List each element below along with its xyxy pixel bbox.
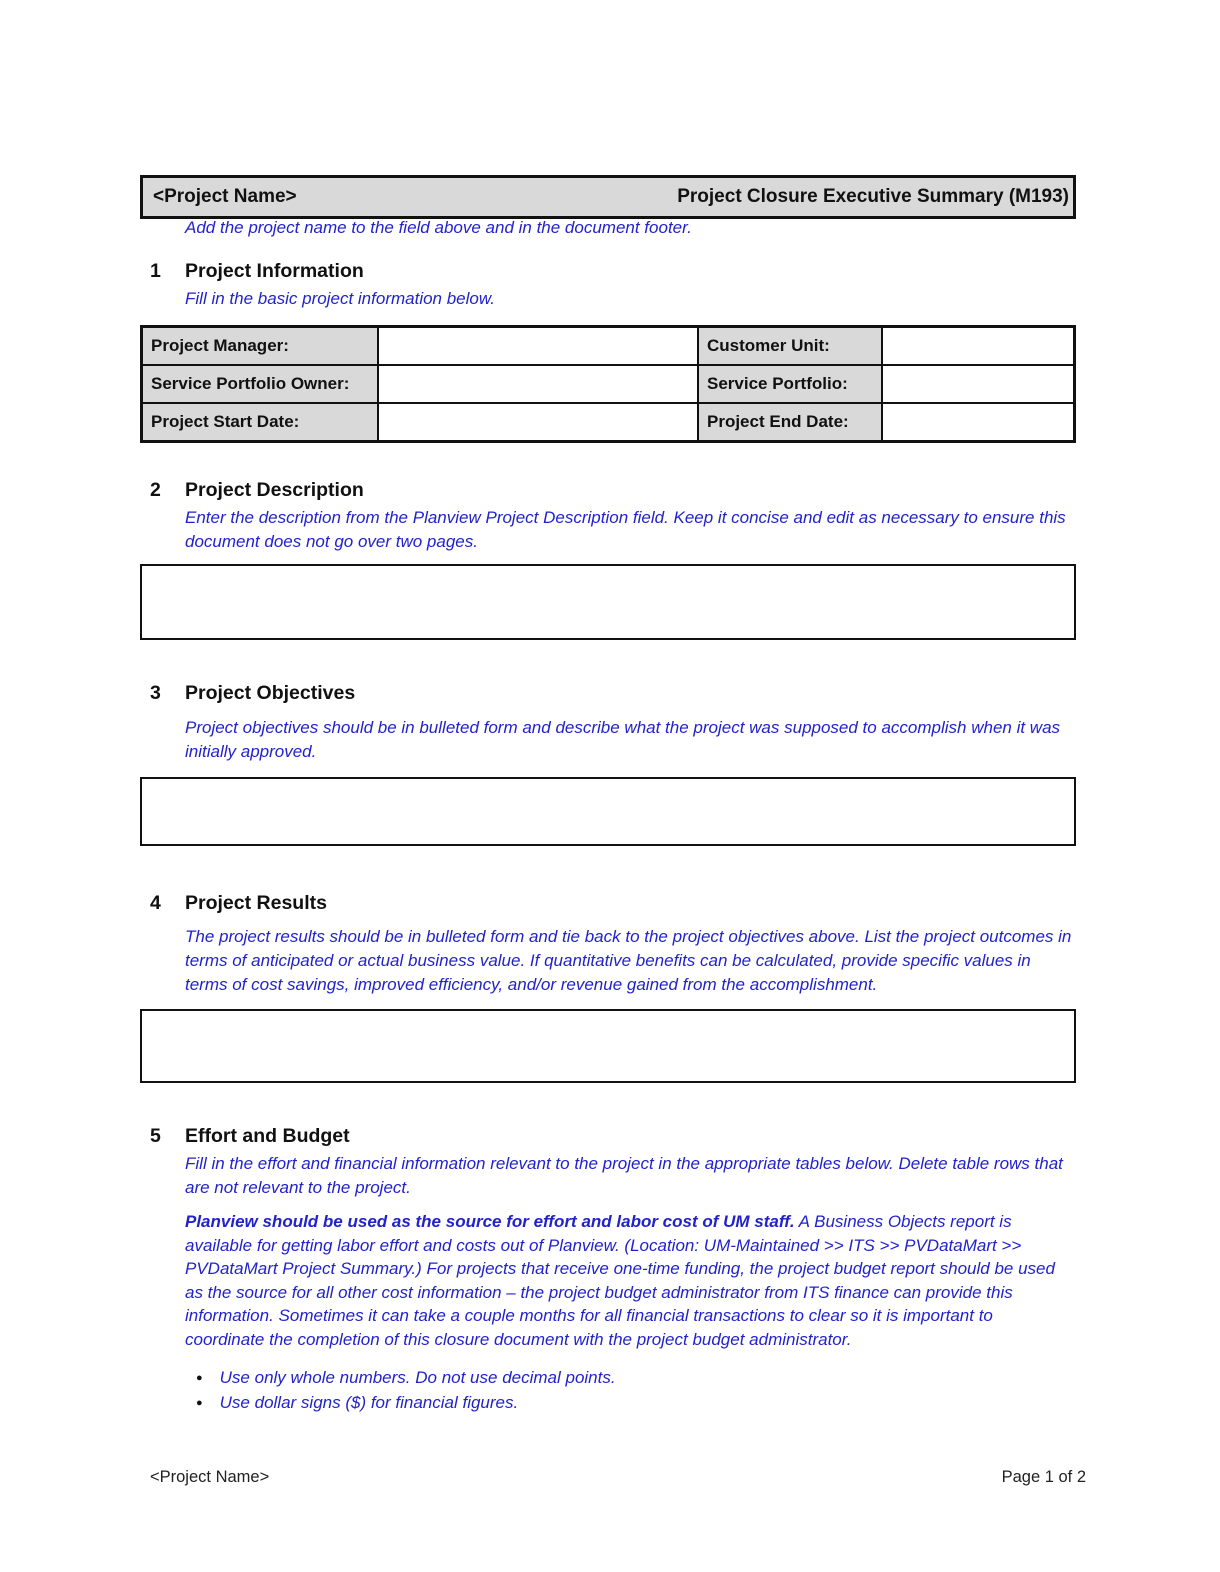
footer-page-number: Page 1 of 2 [1001,1468,1086,1486]
value-project-start-date[interactable] [378,403,698,441]
section-title: Project Objectives [185,682,356,704]
value-service-portfolio[interactable] [882,365,1074,403]
effort-guidance-lead: Planview should be used as the source for effort and labor cost of UM staff. [185,1212,795,1231]
project-results-box[interactable] [140,1009,1076,1083]
label-service-portfolio: Service Portfolio: [698,365,882,403]
section-heading-effort-and-budget [150,1125,350,1148]
document-title: Project Closure Executive Summary (M193) [677,186,1069,207]
section-title: Project Results [185,892,327,914]
bullet-item-whole-numbers [196,1366,1056,1390]
bullet-icon: ● [196,1372,203,1384]
project-objectives-box[interactable] [140,777,1076,846]
label-project-manager: Project Manager: [142,327,378,365]
bullet-text: Use only whole numbers. Do not use decimal points. [219,1368,616,1387]
value-project-manager[interactable] [378,327,698,365]
value-service-portfolio-owner[interactable] [378,365,698,403]
section-number: 4 [150,892,161,914]
section-number: 2 [150,479,161,501]
bullet-text: Use dollar signs ($) for financial figures. [219,1393,519,1412]
section-number: 5 [150,1125,161,1147]
section-title: Project Description [185,479,364,501]
section-note: Fill in the basic project information below. [185,289,495,308]
section-number: 1 [150,260,161,282]
page-footer [140,1468,1086,1487]
label-customer-unit: Customer Unit: [698,327,882,365]
effort-guidance-paragraph [185,1210,1075,1351]
section-note: Fill in the effort and financial information relevant to the project in the appropriate tables below. Delete table rows that are not relevant to the project. [185,1154,1063,1197]
bullet-item-dollar-signs [196,1391,1056,1415]
label-project-start-date: Project Start Date: [142,403,378,441]
header-note: Add the project name to the field above and in the document footer. [185,218,692,237]
section-note: Project objectives should be in bulleted form and describe what the project was supposed to accomplish when it was initially approved. [185,718,1061,761]
section-heading-project-information [150,260,364,283]
section-title: Effort and Budget [185,1125,350,1147]
label-project-end-date: Project End Date: [698,403,882,441]
label-service-portfolio-owner: Service Portfolio Owner: [142,365,378,403]
section-heading-project-results [150,892,327,915]
section-heading-project-description [150,479,364,502]
section-number: 3 [150,682,161,704]
section-note: The project results should be in bulleted form and tie back to the project objectives above. List the project outcomes in terms of anticipated or actual business value. If quantitative benefits can be calculated, provide specific values in terms of cost savings, improved efficiency, and/or revenue gained from the accomplishment. [185,927,1072,994]
project-name-field[interactable]: <Project Name> [153,186,297,207]
footer-project-name: <Project Name> [150,1468,270,1486]
section-title: Project Information [185,260,364,282]
project-information-table [140,325,1076,443]
effort-guidance-rest: A Business Objects report is available for getting labor effort and costs out of Planview. (Location: UM-Maintained >> ITS >> PVDataMart >> PVDataMart Project Summary.) For projects that receive one-time funding, the project budget report should be used as the source for all other cost information – the project budget administrator from ITS finance can provide this information. Sometimes it can take a couple months for all financial transactions to clear so it is important to coordinate the completion of this closure document with the project budget administrator. [185,1212,1055,1349]
project-description-box[interactable] [140,564,1076,640]
document-header-bar [140,175,1076,219]
value-project-end-date[interactable] [882,403,1074,441]
section-note: Enter the description from the Planview Project Description field. Keep it concise and edit as necessary to ensure this document does not go over two pages. [185,508,1066,551]
value-customer-unit[interactable] [882,327,1074,365]
bullet-icon: ● [196,1397,203,1409]
section-heading-project-objectives [150,682,355,705]
